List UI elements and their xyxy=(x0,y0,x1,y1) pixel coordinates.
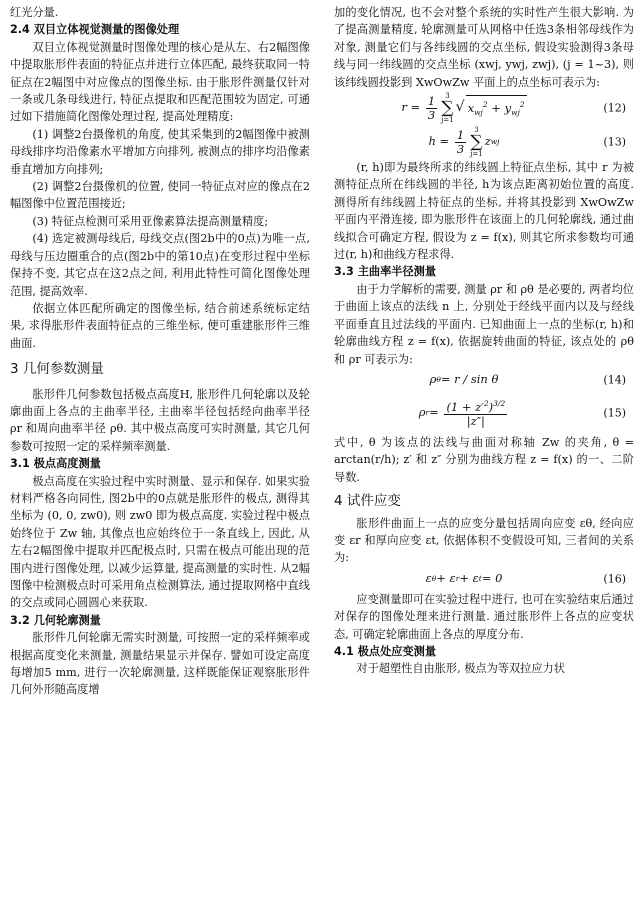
paragraph: 胀形件曲面上一点的应变分量包括周向应变 εθ, 经向应变 εr 和厚向应变 εt, 依据体积不变假设可知, 三者间的关系为: xyxy=(334,516,634,565)
section-heading-4-1: 4.1 极点处应变测量 xyxy=(334,644,437,658)
equation-number: (14) xyxy=(603,373,626,387)
paragraph: 红光分量. xyxy=(10,6,59,19)
right-column xyxy=(334,4,634,678)
equation-14-body: ρ θ = r / sin θ xyxy=(429,372,499,387)
paragraph: 胀形件几何轮廓无需实时测量, 可按照一定的采样频率或根据高度变化来测量, 测量结果显示并保存. 譬如可设定高度每增加5 mm, 进行一次轮廓测量, 这样既能保证观察胀形件几何外形随高度增 xyxy=(10,631,310,697)
equation-number: (16) xyxy=(603,572,626,586)
paragraph: 对于超塑性自由胀形, 极点为等双拉应力状 xyxy=(356,662,565,676)
paragraph: 依据立体匹配所确定的图像坐标, 结合前述系统标定结果, 求得胀形件表面特征点的三维坐标, 便可重建胀形件三维曲面. xyxy=(10,301,310,350)
equation-15 xyxy=(334,392,634,434)
section-heading-3-3: 3.3 主曲率半径测量 xyxy=(334,265,437,279)
equation-16 xyxy=(334,567,634,591)
paragraph: (r, h)即为最终所求的纬线圆上特征点坐标, 其中 r 为被测特征点所在纬线圆的半径, h为该点距离初始位置的高度. 测得所有纬线圆上特征点的坐标, 并将其投影到 XwOwZw 平面内平滑连接, 即为胀形件在该面上的几何轮廓线, 通过曲线拟合可确定方程, 假设为 z = f(x), 则其它所求参数均可通过(r, h)和曲线方程求得. xyxy=(334,161,634,262)
list-item: (3) 特征点检测可采用亚像素算法提高测量精度; xyxy=(32,214,269,228)
paragraph: 加的变化情况, 也不会对整个系统的实时性产生很大影响. 为了提高测量精度, 轮廓测量可从网格中任选3条相邻母线作为对象, 测量它们与各纬线圆的交点坐标, 假设实验测得3条母线与同一纬线圆的交点坐标 (xwj, ywj, zwj), (j = 1~3), 则该纬线圆投影到 XwOwZw 平面上的点坐标可表示为: xyxy=(334,6,634,89)
paragraph: 应变测量即可在实验过程中进行, 也可在实验结束后通过对保存的图像处理来进行测量. 通过胀形件上各点的应变状态, 可确定轮廓曲面上各点的厚度分布. xyxy=(334,592,634,641)
equation-12-body: r = $\frac{1}{3}$ 3 ∑ j=1 √ $x_{wj}^2 + y_{wj}^2$ xyxy=(401,92,525,125)
paragraph: 双目立体视觉测量时图像处理的核心是从左、右2幅图像中提取胀形件表面的特征点并进行立体匹配, 最终获取同一特征点在2幅图中对应像点的图像坐标. 由于胀形件测量仅针对一条或几条母线进行, 特征点提取和匹配范围较为固定, 可通过如下措施简化图像处理过程, 提高处理精度: xyxy=(10,40,310,124)
paragraph: 胀形件几何参数包括极点高度H, 胀形件几何轮廓以及轮廓曲面上各点的主曲率半径, 主曲率半径包括经向曲率半径 ρr 和周向曲率半径 ρθ. 其中极点高度可实时测量, 其它几何参数可按照一定的采样频率测量. xyxy=(10,387,310,453)
equation-14 xyxy=(334,368,634,392)
equation-number: (12) xyxy=(603,101,626,115)
list-item: (4) 选定被测母线后, 母线交点(图2b中的0点)为唯一点, 母线与压边圈重合的点(图2b中的第10点)在变形过程中坐标保持不变, 其它点在这2点之间, 利用此特性可简化图像处理范围, 提高效率. xyxy=(10,232,310,298)
equation-13-body: h = $\frac{1}{3}$ 3 ∑ j=1 z wj xyxy=(428,126,500,159)
section-heading-2-4: 2.4 双目立体视觉测量的图像处理 xyxy=(10,23,180,37)
equation-15-body: ρ r = $\frac{(1 + z'^2)^{3/2}}{|z''|}$ xyxy=(418,399,506,429)
section-heading-3: 3 几何参数测量 xyxy=(10,361,104,378)
equation-12 xyxy=(334,91,634,125)
paragraph: 式中, θ 为该点的法线与曲面对称轴 Zw 的夹角, θ = arctan(r/h); z′ 和 z″ 分别为曲线方程 z = f(x) 的一、二阶导数. xyxy=(334,435,634,484)
equation-16-body: ε θ + ε r + ε t = 0 xyxy=(425,571,503,586)
equation-number: (13) xyxy=(603,135,626,149)
list-item: (1) 调整2台摄像机的角度, 使其采集到的2幅图像中被测母线排序均沿像素水平增加方向排列, 被测点的排序均沿像素垂直增加方向排列; xyxy=(10,127,310,176)
equation-13 xyxy=(334,125,634,159)
section-heading-4: 4 试件应变 xyxy=(334,493,401,510)
left-column xyxy=(10,4,310,699)
section-heading-3-2: 3.2 几何轮廓测量 xyxy=(10,613,101,627)
paragraph: 极点高度在实验过程中实时测量、显示和保存. 如果实验材料严格各向同性, 图2b中的0点就是胀形件的极点, 测得其坐标为 (0, 0, zw0), 则 zw0 即为极点高度. 实验过程中极点始终位于 Zw 轴, 其像点也应始终位于一条直线上, 因此, 从左右2幅图像中提取并匹配极点时, 只需在极点可能出现的范围内进行图像处理, 以减少运算量, 提高测量的实时性. 从2幅图像中检测极点时可采用角点检测算法, 通过提取网格中直线的交点或同心圆圆心来获取. xyxy=(10,474,310,610)
section-heading-3-1: 3.1 极点高度测量 xyxy=(10,457,101,471)
list-item: (2) 调整2台摄像机的位置, 使同一特征点对应的像点在2幅图像中位置范围接近; xyxy=(10,180,310,211)
equation-number: (15) xyxy=(603,406,626,420)
paragraph: 由于力学解析的需要, 测量 ρr 和 ρθ 是必要的, 两者均位于曲面上该点的法线 n 上, 分别处于经线平面内以及与经线平面垂直且过法线的平面内. 已知曲面上一点的坐标(r, h)和轮廓曲线方程 z = f(x), 依据旋转曲面的特征, 该点处的 ρθ 和 ρr 可表示为: xyxy=(334,282,634,366)
